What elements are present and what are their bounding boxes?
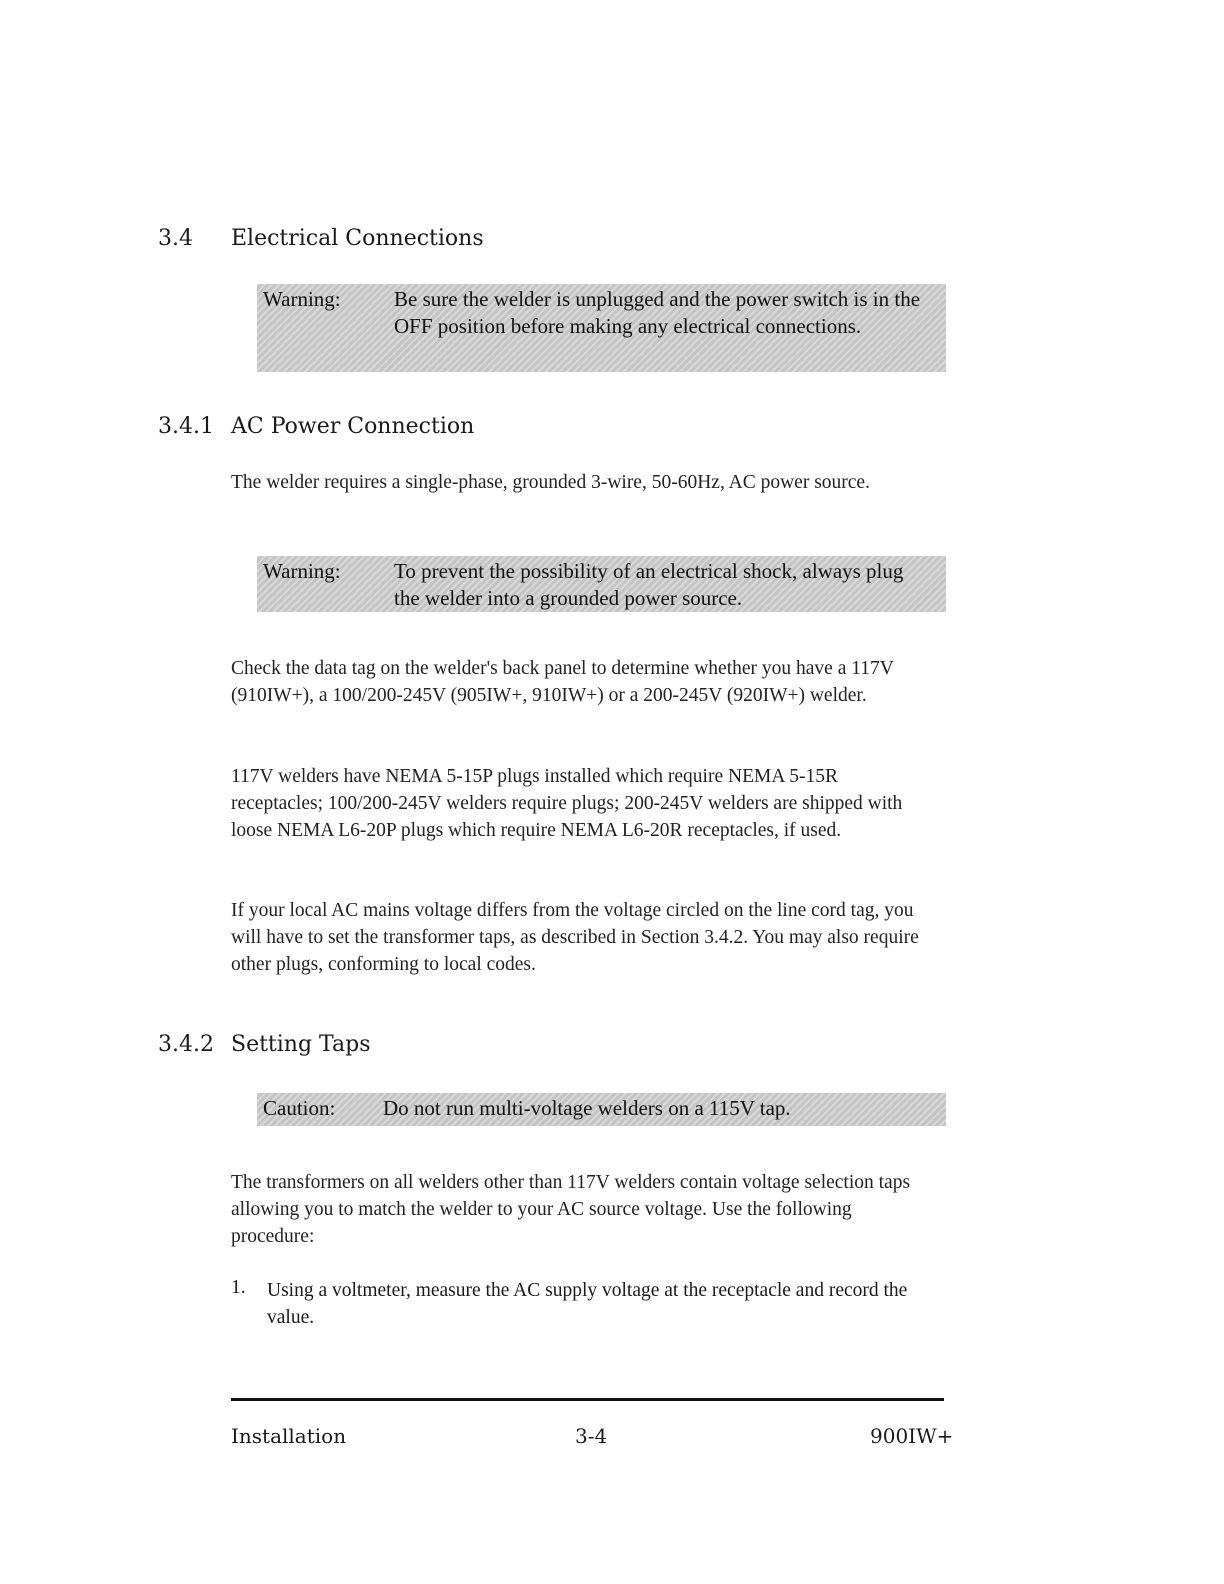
caution-box: [257, 1093, 946, 1126]
paragraph: The transformers on all welders other than 117V welders contain voltage selection taps allowing you to match the welder to your AC source voltage. Use the following procedure:: [231, 1172, 911, 1247]
note-text: Be sure the welder is unplugged and the power switch is in the OFF position before making any electrical connections.: [394, 287, 921, 338]
note-label: Warning:: [263, 287, 341, 311]
page-number: 3-4: [575, 1424, 608, 1448]
warning-box: [257, 284, 946, 372]
warning-box: [257, 556, 946, 612]
section-title: Electrical Connections: [231, 226, 484, 251]
note-label: Warning:: [263, 559, 341, 583]
paragraph: If your local AC mains voltage differs from the voltage circled on the line cord tag, you will have to set the transformer taps, as described in Section 3.4.2. You may also require other plugs, conforming to local codes.: [231, 900, 919, 975]
note-text: Do not run multi-voltage welders on a 115V tap.: [383, 1096, 791, 1120]
step-text: Using a voltmeter, measure the AC supply voltage at the receptacle and record the value.: [267, 1280, 908, 1328]
section-title: AC Power Connection: [231, 414, 475, 439]
paragraph: 117V welders have NEMA 5-15P plugs installed which require NEMA 5-15R receptacles; 100/200-245V welders require plugs; 200-245V welders are shipped with loose NEMA L6-20P plugs which require NEMA L6-20R receptacles, if used.: [231, 766, 903, 841]
paragraph: Check the data tag on the welder's back panel to determine whether you have a 117V (910IW+), a 100/200-245V (905IW+, 910IW+) or a 200-245V (920IW+) welder.: [231, 658, 894, 706]
section-number: 3.4.2: [158, 1032, 214, 1057]
footer-section: Installation: [231, 1424, 347, 1448]
note-text: To prevent the possibility of an electrical shock, always plug the welder into a grounded power source.: [394, 559, 904, 610]
section-number: 3.4.1: [158, 414, 214, 439]
section-title: Setting Taps: [231, 1032, 371, 1057]
footer-model: 900IW+: [870, 1424, 954, 1448]
step-number: 1.: [231, 1277, 246, 1298]
note-label: Caution:: [263, 1096, 336, 1120]
paragraph: The welder requires a single-phase, grounded 3-wire, 50-60Hz, AC power source.: [231, 472, 870, 493]
footer-rule: [231, 1398, 944, 1401]
section-number: 3.4: [158, 226, 193, 251]
